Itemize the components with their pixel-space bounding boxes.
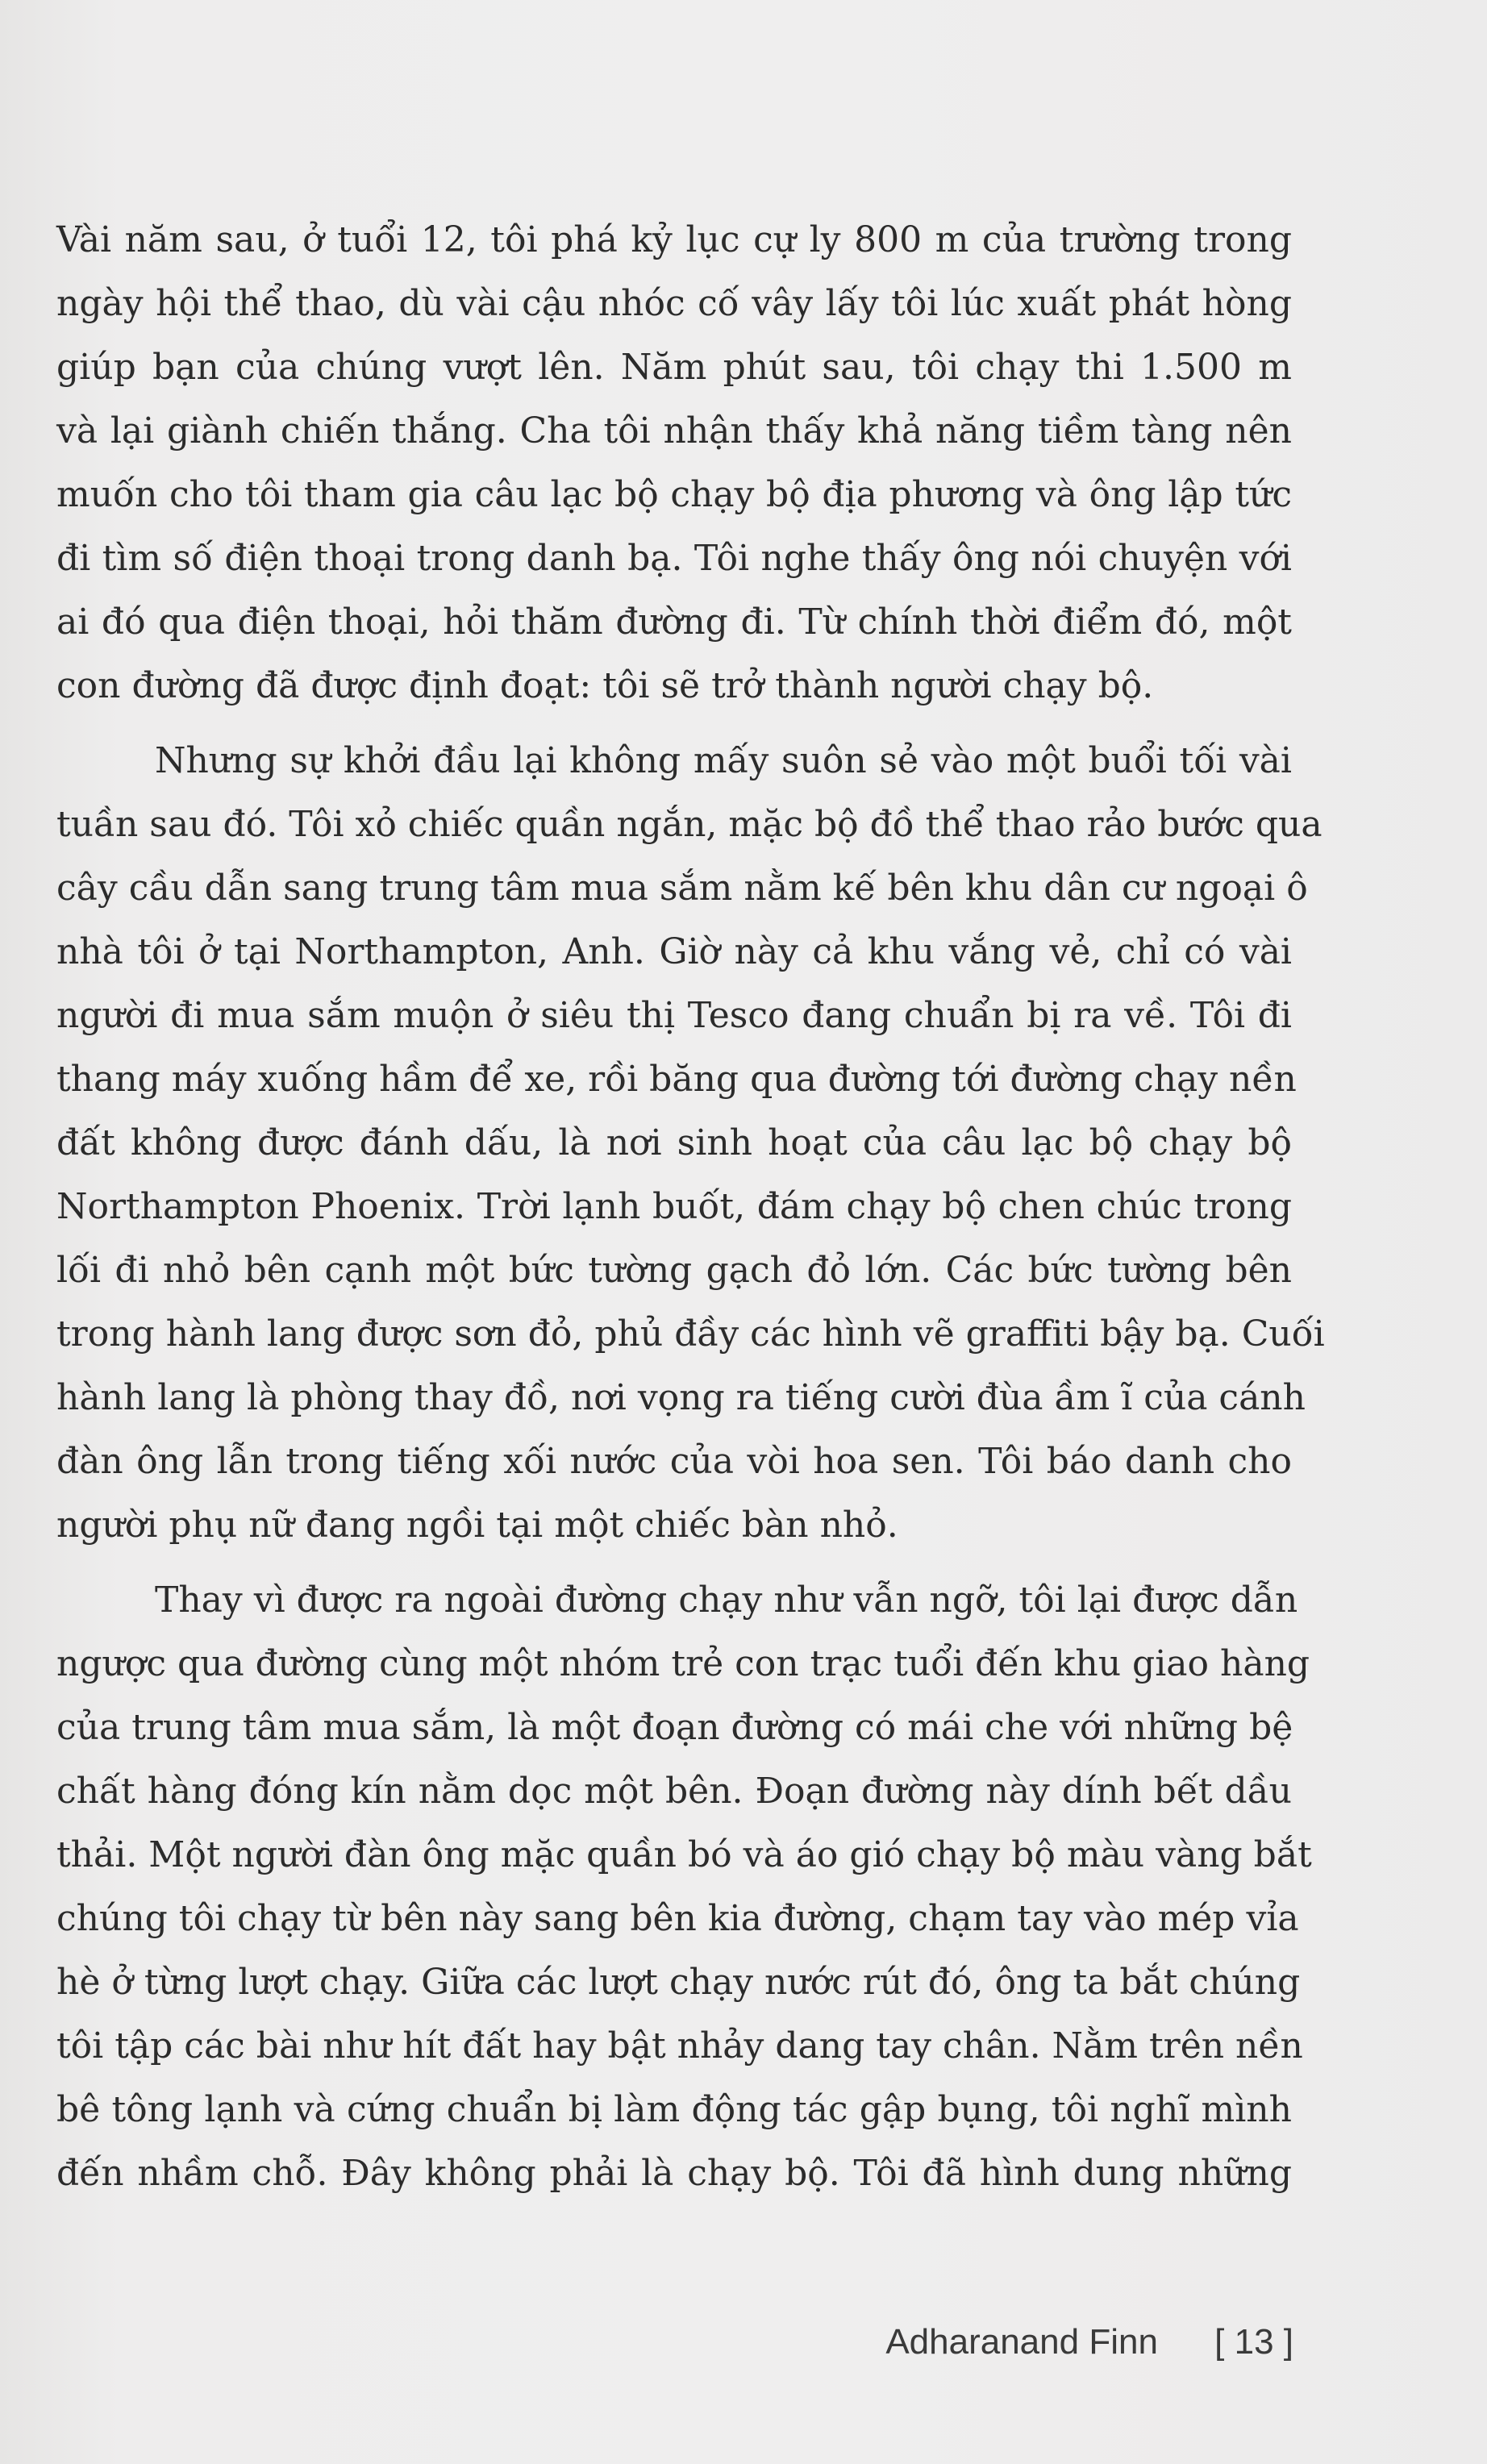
text-line: Thay vì được ra ngoài đường chạy như vẫn ngỡ, tôi lại được dẫn [155,1580,1298,1621]
paragraph-3 [56,1568,1312,2205]
text-line: chất hàng đóng kín nằm dọc một bên. Đoạn đường này dính bết dầu [56,1771,1292,1812]
text-line: ai đó qua điện thoại, hỏi thăm đường đi. Từ chính thời điểm đó, một [56,601,1292,643]
text-line: ngày hội thể thao, dù vài cậu nhóc cố vây lấy tôi lúc xuất phát hòng [56,283,1292,324]
text-line: tôi tập các bài như hít đất hay bật nhảy dang tay chân. Nằm trên nền [56,2025,1303,2067]
running-author: Adharanand Finn [885,2322,1158,2362]
text-line: đi tìm số điện thoại trong danh bạ. Tôi nghe thấy ông nói chuyện với [56,538,1292,579]
text-line: đất không được đánh dấu, là nơi sinh hoạt của câu lạc bộ chạy bộ [56,1122,1292,1163]
text-line: hè ở từng lượt chạy. Giữa các lượt chạy nước rút đó, ông ta bắt chúng [56,1962,1301,2003]
text-line: lối đi nhỏ bên cạnh một bức tường gạch đỏ lớn. Các bức tường bên [56,1250,1292,1291]
paragraph-2 [56,729,1325,1557]
text-line: của trung tâm mua sắm, là một đoạn đường có mái che với những bệ [56,1707,1293,1748]
text-line: thang máy xuống hầm để xe, rồi băng qua đường tới đường chạy nền [56,1059,1297,1100]
text-line: Northampton Phoenix. Trời lạnh buốt, đám chạy bộ chen chúc trong [56,1186,1292,1227]
text-line: người phụ nữ đang ngồi tại một chiếc bàn nhỏ. [56,1505,898,1546]
text-line: người đi mua sắm muộn ở siêu thị Tesco đang chuẩn bị ra về. Tôi đi [56,995,1292,1036]
text-line: giúp bạn của chúng vượt lên. Năm phút sau, tôi chạy thi 1.500 m [56,347,1292,388]
text-line: đàn ông lẫn trong tiếng xối nước của vòi hoa sen. Tôi báo danh cho [56,1441,1292,1482]
body-text [56,208,1325,2216]
text-line: và lại giành chiến thắng. Cha tôi nhận thấy khả năng tiềm tàng nên [56,410,1292,452]
text-line: Nhưng sự khởi đầu lại không mấy suôn sẻ vào một buổi tối vài [155,740,1292,781]
text-line: thải. Một người đàn ông mặc quần bó và áo gió chạy bộ màu vàng bắt [56,1834,1312,1875]
paragraph-1 [56,208,1292,718]
page-footer [885,2322,1293,2362]
page-number: [ 13 ] [1214,2322,1293,2362]
text-line: hành lang là phòng thay đồ, nơi vọng ra tiếng cười đùa ầm ĩ của cánh [56,1377,1306,1418]
text-line: tuần sau đó. Tôi xỏ chiếc quần ngắn, mặc bộ đồ thể thao rảo bước qua [56,804,1322,845]
text-line: chúng tôi chạy từ bên này sang bên kia đường, chạm tay vào mép vỉa [56,1898,1299,1939]
text-line: cây cầu dẫn sang trung tâm mua sắm nằm kế bên khu dân cư ngoại ô [56,868,1308,909]
text-line: muốn cho tôi tham gia câu lạc bộ chạy bộ địa phương và ông lập tức [56,474,1292,515]
text-line: ngược qua đường cùng một nhóm trẻ con trạc tuổi đến khu giao hàng [56,1643,1310,1684]
text-line: Vài năm sau, ở tuổi 12, tôi phá kỷ lục cự ly 800 m của trường trong [56,219,1292,260]
text-line: bê tông lạnh và cứng chuẩn bị làm động tác gập bụng, tôi nghĩ mình [56,2089,1292,2130]
text-line: nhà tôi ở tại Northampton, Anh. Giờ này cả khu vắng vẻ, chỉ có vài [56,931,1292,972]
text-line: con đường đã được định đoạt: tôi sẽ trở thành người chạy bộ. [56,665,1154,706]
text-line: trong hành lang được sơn đỏ, phủ đầy các hình vẽ graffiti bậy bạ. Cuối [56,1313,1325,1355]
text-line: đến nhầm chỗ. Đây không phải là chạy bộ. Tôi đã hình dung những [56,2153,1292,2194]
